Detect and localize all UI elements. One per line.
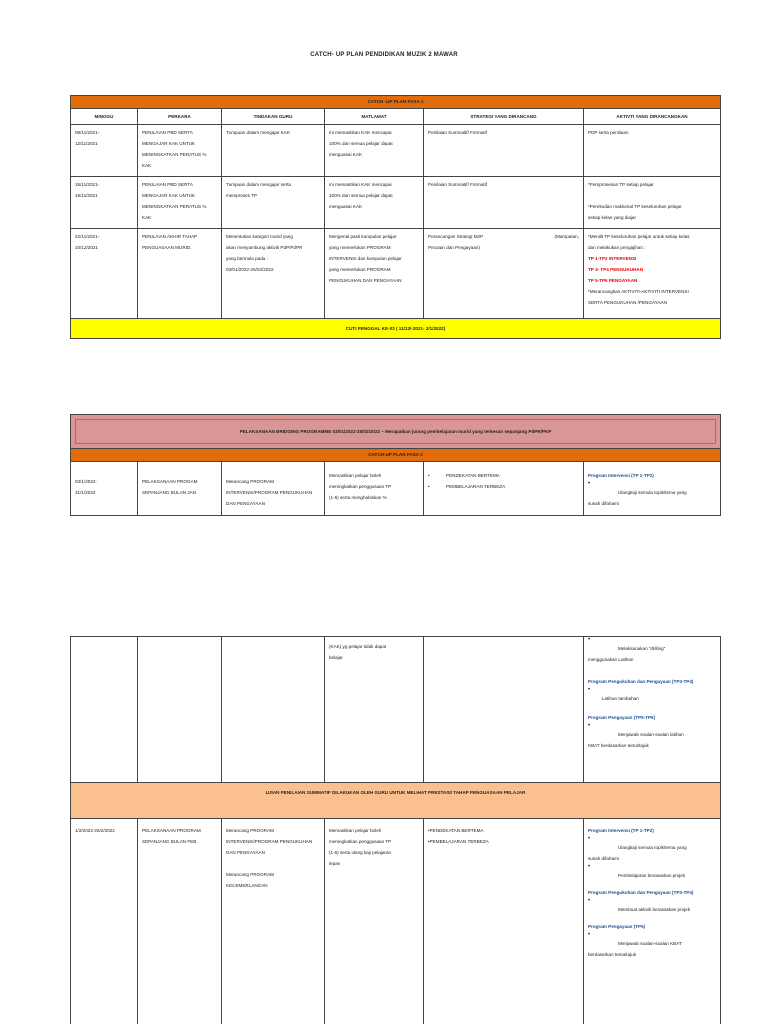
col-minggu: MINGGU	[71, 109, 138, 125]
cell-perkara: PELAKSANAAN PROGAM SEPANJANG BULAN JAN	[138, 462, 222, 516]
cell-strategi: Penilaian Summatif/ Formatif	[424, 177, 584, 229]
cell-aktiviti: PDP serta penilaian	[584, 125, 721, 177]
fasa-2-header: CATCH-UP PLAN FASA 2	[71, 449, 721, 462]
document-title: CATCH- UP PLAN PENDIDIKAN MUZIK 2 MAWAR	[310, 52, 458, 58]
cell-tindakan: Tumpuan dalam mengajar serta memproses TP	[222, 177, 325, 229]
cell-minggu: 1/2/2022-25/2/2022	[71, 819, 138, 1024]
cell-perkara: PENILAIAN PBD SERTA MENGAJAR KAK UNTUK MENINGKATKAN PERATUS % KAK	[138, 177, 222, 229]
cell-matlamat: Ini memastikan KAK mencapai 100% dan semua pelajar dapat menguasai KAK	[325, 125, 424, 177]
cell-aktiviti: • Melaksanakan “drilling” menggunakan Latihan Program Pengukuhan dan Pengayaan (TP3-TP4) • Latihan tambahan Program Pengayaan (TP5-TP6) • Menjawab soalan-soalan latihan KBAT berdasarkan tema/tajuk	[584, 637, 721, 783]
col-aktiviti: AKTIVTI YANG DIRANCANGKAN	[584, 109, 721, 125]
column-header-row	[71, 109, 721, 125]
col-perkara: PERKARA	[138, 109, 222, 125]
cell-minggu: 15/11/2021- 19/11/2021	[71, 177, 138, 229]
cell-tindakan: Tumpuan dalam mengajar KAK	[222, 125, 325, 177]
cell-strategi: • PENDEKATAN BERTEMA • PEMBELAJARAN TERBEZA	[424, 462, 584, 516]
col-matlamat: MATLAMAT	[325, 109, 424, 125]
table-row	[71, 125, 721, 177]
cell-minggu: 03/1/2022- 31/1/2022	[71, 462, 138, 516]
col-strategi: STRATEGI YANG DIRANCANG	[424, 109, 584, 125]
ujian-summatif-banner: UJIAN PENILAIAN SUMMATIF DILAKUKAN OLEH GURU UNTUK MELIHAT PRESTASI/ TAHAP PENGUASAAN PELAJAR	[71, 783, 721, 819]
table-row	[71, 819, 721, 1024]
cell-minggu: 22/11/2021- 10/12/2021	[71, 229, 138, 319]
cell-matlamat: Mengenal pasti kumpulan pelajar yang memerlukan PROGRAM INTERVENSI dan kumpulan pelajar yang memerlukan PROGRAM PENGUKUHAN DAN PENGAYAAN	[325, 229, 424, 319]
fasa-1-header: CATCH -UP PLAN FASA 1	[71, 96, 721, 109]
cuti-penggal-banner: CUTI PENGGAL KE-03 ( 11/12/-2021- 2/1/2022)	[71, 319, 721, 339]
cell-tindakan: Merancang PROGRAM INTERVENSI/PROGRAM PENGUKUHAN DAN PENGAYAAN Merancang PROGRAM KECEMERLANGAN	[222, 819, 325, 1024]
table-row	[71, 637, 721, 783]
table-row	[71, 462, 721, 516]
cell-perkara: PENILAIAN PBD SERTA MENGAJAR KAK UNTUK MENINGKATKAN PERATUS % KAK	[138, 125, 222, 177]
cell-tindakan: Merancang PROGRAM INTERVENSI/PROGRAM PENGUKUHAN DAN PENGAYAAN	[222, 462, 325, 516]
cell-matlamat: Memastikan pelajar boleh meningkatkan penggusaan TP (1-6) serta ulang kaji pelajaran lepas	[325, 819, 424, 1024]
cell-strategi: Perancangan Strategi M2P (Mampatan, Pecutan dan Pengayaan)	[424, 229, 584, 319]
catch-up-fasa-2-continued-table	[70, 636, 721, 1024]
cell-aktiviti: Program Intervensi (TP 1-TP2) • Ulangkaji semula topik/tema yang susah difahami	[584, 462, 721, 516]
col-tindakan-guru: TINDAKAN GURU	[222, 109, 325, 125]
catch-up-fasa-1-table	[70, 95, 721, 339]
table-row	[71, 177, 721, 229]
bridging-programme-banner-cell	[71, 415, 721, 449]
cell-aktiviti: *Menilit TP keseluruhan pelajar untuk setiap kelas dan melakukan pengajihan : TP 1-TP2 INTERVENSI TP 3- TP4 PENGUKUHAN TP 5-TP6 PENGAYAAN *Merancangkan AKTIVITI-AKTIVITI INTERVENSI SERTA PENGUKUHAN /PENGAYAAN	[584, 229, 721, 319]
table-row	[71, 229, 721, 319]
cell-aktiviti: *Pemprosesan TP setiap pelajar *Perekodan maklumat TP keseluruhan pelajar setiap kelas yang diajar	[584, 177, 721, 229]
cell-tindakan: Menentukan kategori murid yang akan menyambung aktiviti PdP/PdPR yang bermula pada : 03/01/2022-25/02/2022	[222, 229, 325, 319]
catch-up-fasa-2-table	[70, 414, 721, 516]
cell-minggu: 08/11/2021- 12/11/2021	[71, 125, 138, 177]
cell-matlamat: Memastikan pelajar boleh meningkatkan penggusaan TP (1-6) serta menghabiskan %	[325, 462, 424, 516]
cell-aktiviti: Program Intervensi (TP 1-TP2) • Ulangkaji semula topik/tema yang susah difahami • Pembelajaran berasaskan projek Program Pengukuhan dan Pengayaan (TP3-TP4) • Membuat aktiviti berasaskan projek Program Pengayaan (TP5) • Menjawab soalan-soalan KBAT berdasarkan tema/tajuk	[584, 819, 721, 1024]
cell-matlamat: (KAK) yg pelajar tidak dapat belajar	[325, 637, 424, 783]
cell-perkara: PELAKSANAAN PROGRAM SEPANJANG BULAN FEB	[138, 819, 222, 1024]
cell-matlamat: Ini memastikan KAK mencapai 100% dan semua pelajar dapat menguasai KAK	[325, 177, 424, 229]
bridging-programme-banner: PELAKSANAAN BRIDGING PROGRAMME 03/01/2022-25/02/2022 – Merapatkan jurang pembelajaran murid yang terkesan sepanjang PdPR/PKP	[75, 419, 716, 444]
cell-strategi: •PENDEKATAN BERTEMA •PEMBELAJARAN TERBEZA	[424, 819, 584, 1024]
cell-perkara: PENILAIAN AKHIR TAHAP PENGUASAAN MURID.	[138, 229, 222, 319]
cell-strategi: Penilaian Summatif/ Formatif	[424, 125, 584, 177]
